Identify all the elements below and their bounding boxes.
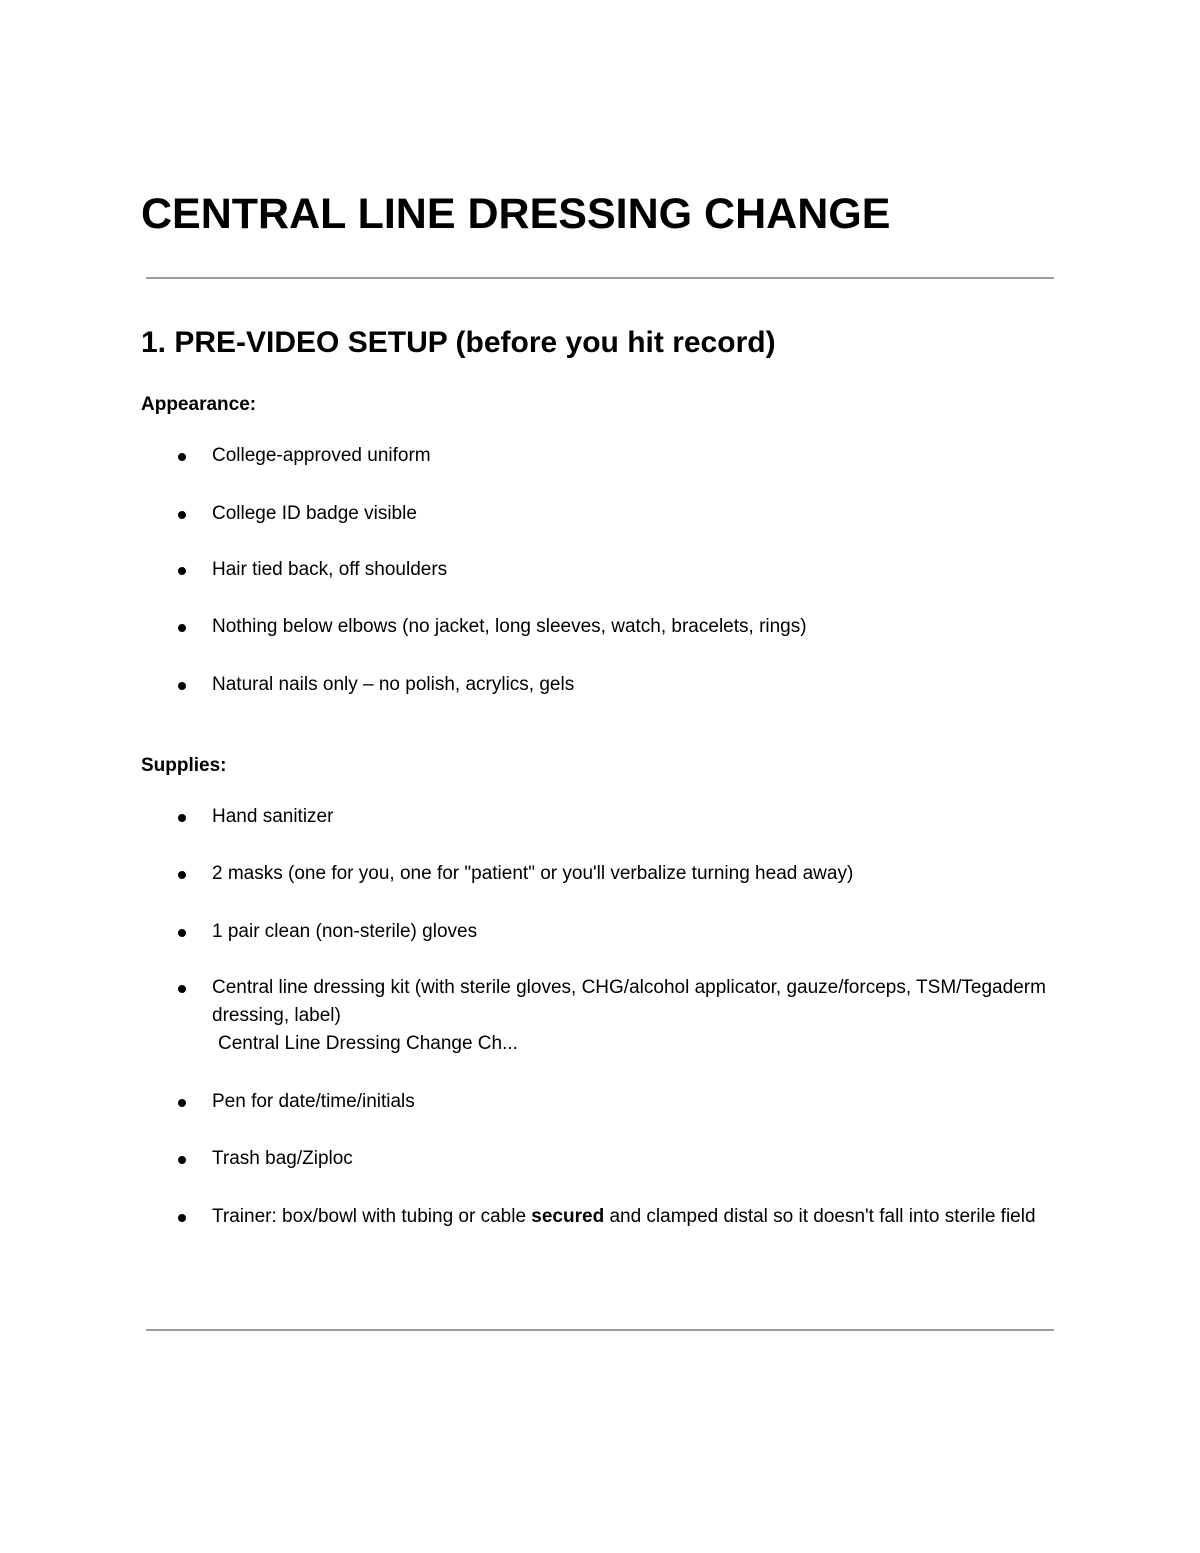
list-item [176,860,1056,888]
list-item [176,556,1056,584]
list-item [176,442,1056,470]
kit-checklist-link[interactable]: Central Line Dressing Change Ch... [218,1033,518,1054]
list-item-text: College ID badge visible [212,503,417,524]
trainer-text-before: Trainer: box/bowl with tubing or cable [212,1206,532,1227]
appearance-label: Appearance: [141,394,257,415]
bullet-icon [178,985,186,993]
list-item-text: Nothing below elbows (no jacket, long sleeves, watch, bracelets, rings) [212,616,807,637]
trainer-text-after: and clamped distal so it doesn't fall into sterile field [604,1206,1036,1227]
bullet-icon [178,682,186,690]
bullet-icon [178,1156,186,1164]
list-item-text [212,1203,1056,1231]
bullet-icon [178,453,186,461]
trainer-text-bold: secured [531,1206,605,1227]
bullet-icon [178,624,186,632]
list-item [176,803,1056,831]
bullet-icon [178,567,186,575]
list-item [176,671,1056,699]
list-item [176,500,1056,528]
bullet-icon [178,814,186,822]
list-item-text: Natural nails only – no polish, acrylics, gels [212,674,575,695]
bullet-icon [178,871,186,879]
list-item-text: Pen for date/time/initials [212,1091,415,1112]
list-item [176,974,1056,1058]
list-item-text: 1 pair clean (non-sterile) gloves [212,921,478,942]
horizontal-divider-top [146,277,1054,279]
bullet-icon [178,1099,186,1107]
list-item [176,613,1056,641]
list-item [176,918,1056,946]
bullet-icon [178,929,186,937]
list-item [176,1203,1056,1231]
horizontal-divider-bottom [146,1329,1054,1331]
bullet-icon [178,1214,186,1222]
section-heading: 1. PRE-VIDEO SETUP (before you hit record) [141,326,776,359]
list-item-text: Hand sanitizer [212,806,334,827]
document-title: CENTRAL LINE DRESSING CHANGE [141,190,891,238]
bullet-icon [178,511,186,519]
list-item-text [212,974,1056,1058]
list-item-text: Hair tied back, off shoulders [212,559,448,580]
list-item-text: 2 masks (one for you, one for "patient" or you'll verbalize turning head away) [212,863,854,884]
list-item [176,1088,1056,1116]
supplies-label: Supplies: [141,755,227,776]
kit-description: Central line dressing kit (with sterile gloves, CHG/alcohol applicator, gauze/forceps, TSM/Tegaderm dressing, label) [212,977,1046,1026]
list-item-text: Trash bag/Ziploc [212,1148,353,1169]
list-item-text: College-approved uniform [212,445,431,466]
list-item [176,1145,1056,1173]
